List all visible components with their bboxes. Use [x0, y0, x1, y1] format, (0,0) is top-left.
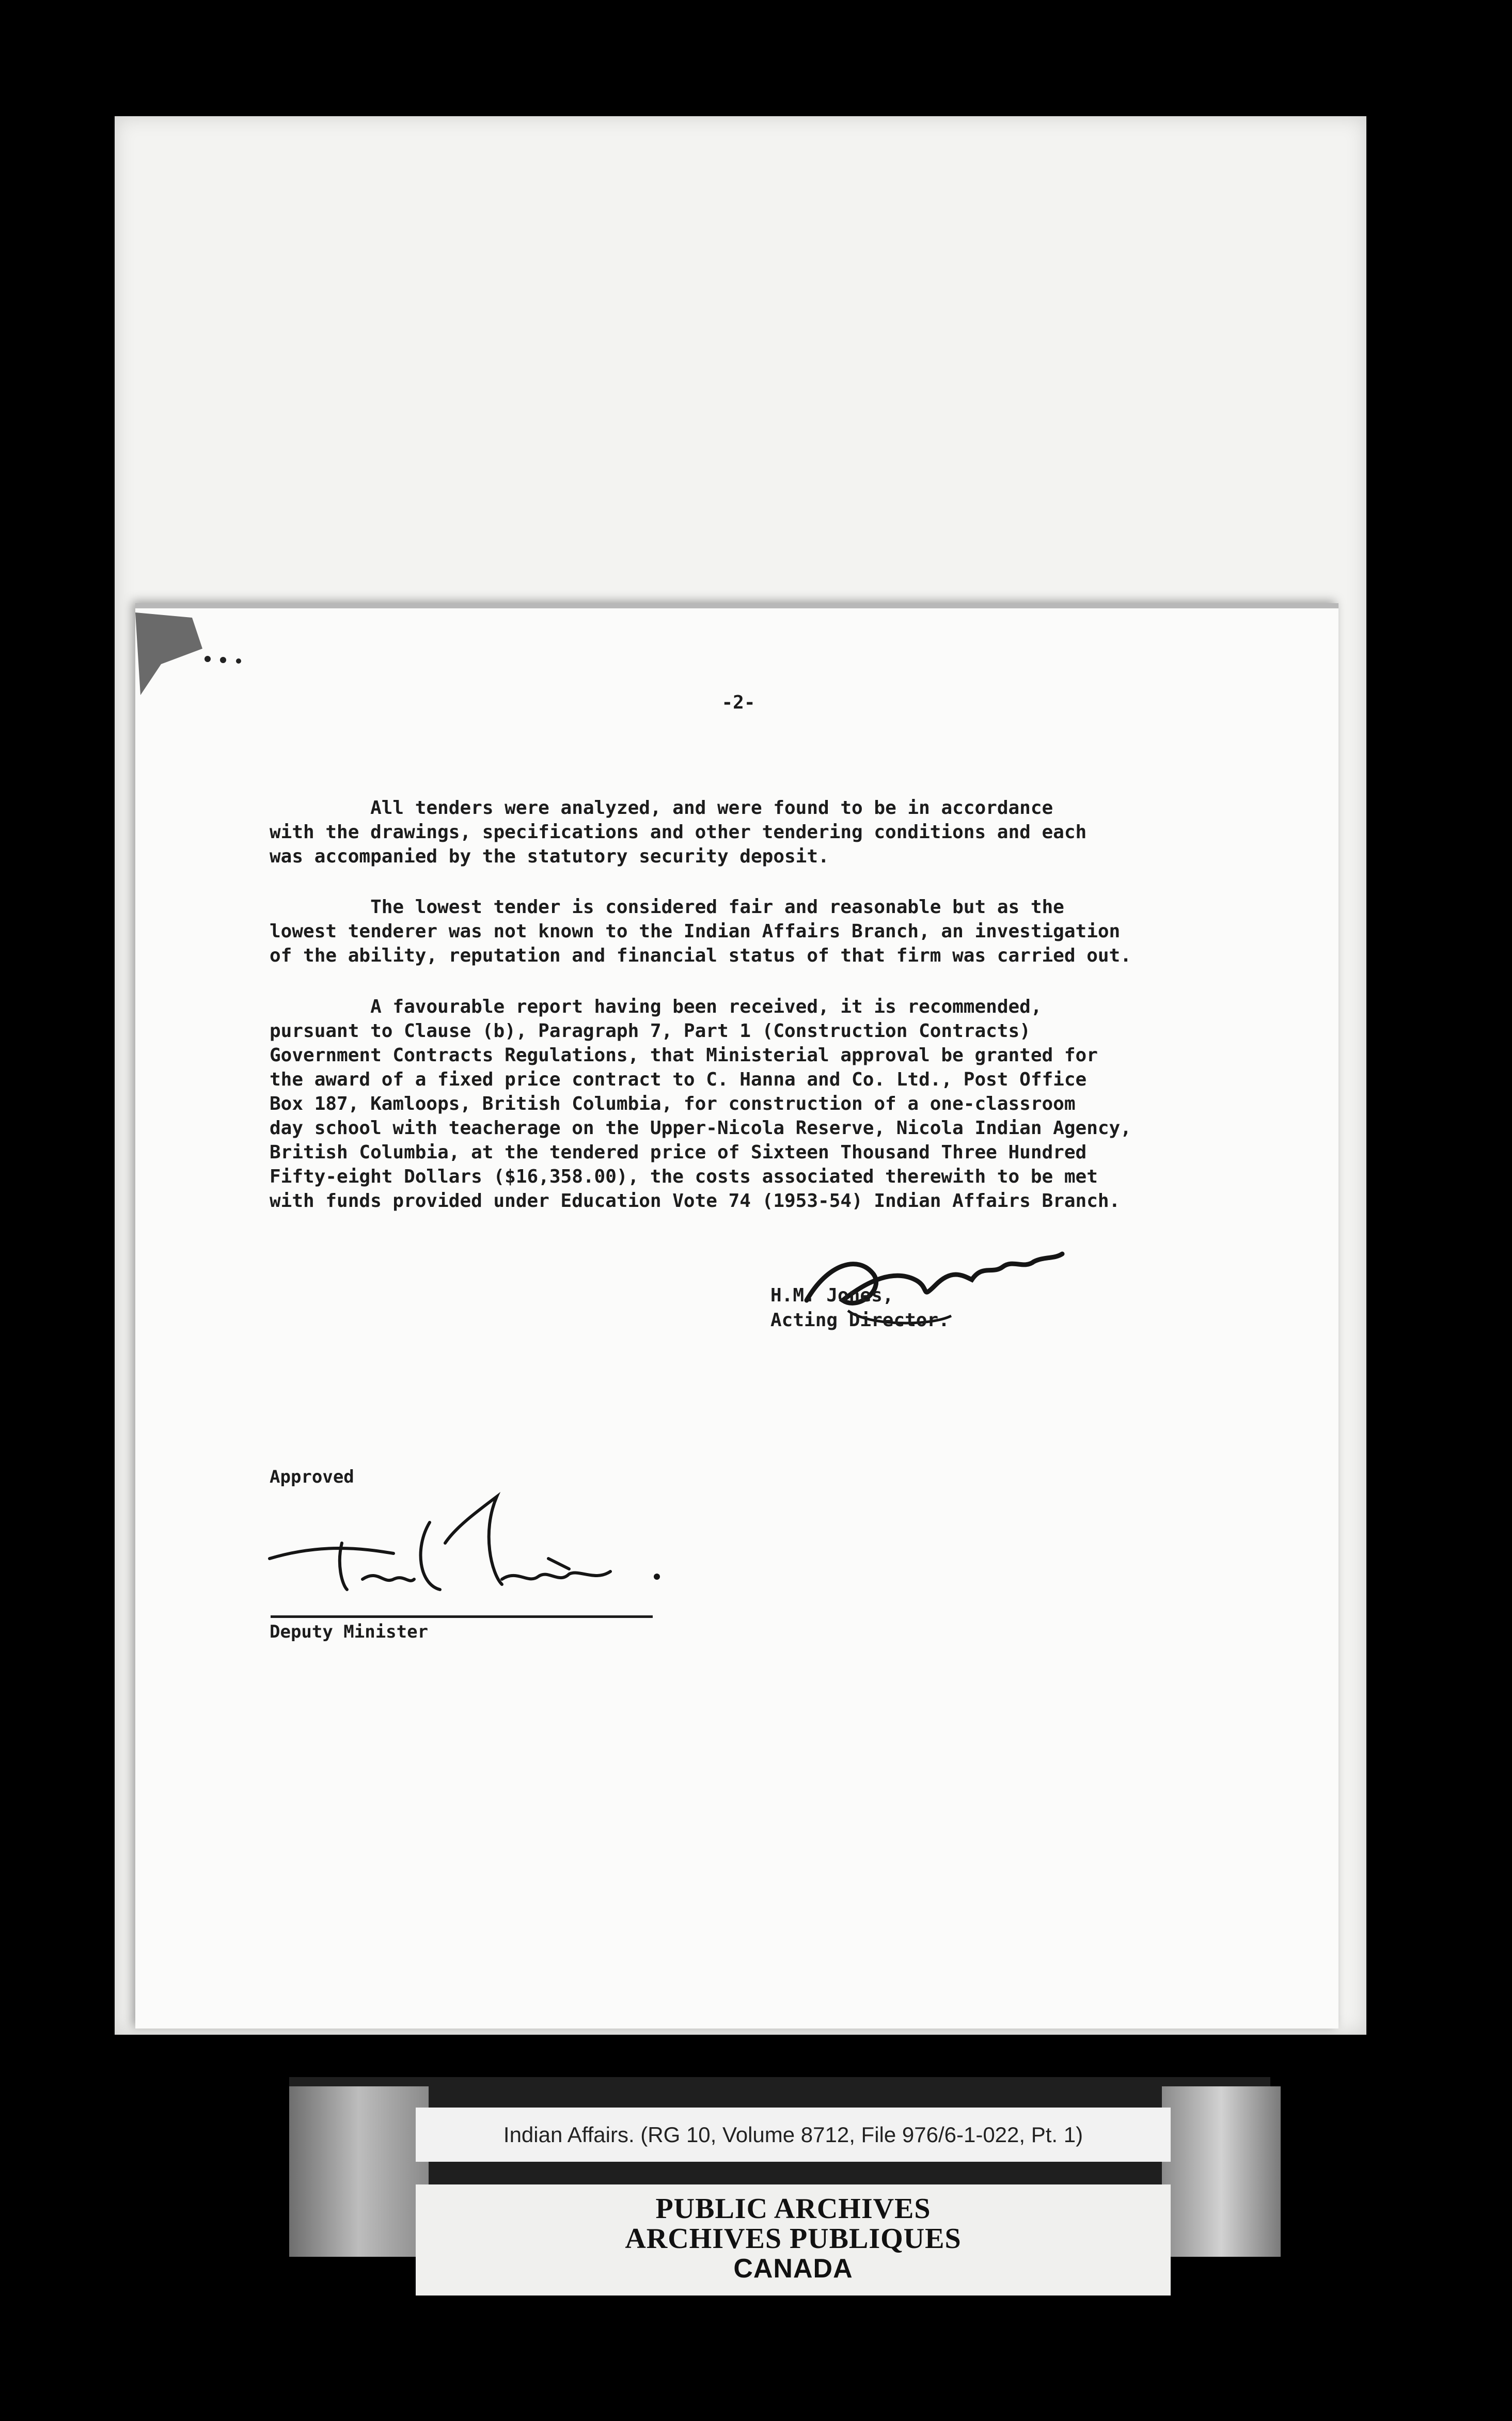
signatory-title: Acting Director.: [770, 1310, 950, 1331]
signatory-block: [770, 1283, 950, 1333]
signatory-name: H.M. Jones,: [770, 1285, 894, 1306]
archive-line-english: PUBLIC ARCHIVES: [655, 2193, 931, 2225]
archive-line-country: CANADA: [733, 2254, 853, 2284]
approved-label: Approved: [270, 1467, 354, 1487]
paragraph-recommendation: A favourable report having been received, it is recommended, pursuant to Clause (b), Paragraph 7, Part 1 (Construction Contracts) Government Contracts Regulations, that Ministerial approval be granted for the award of a fixed price contract to C. Hanna and Co. Ltd., Post Office Box 187, Kamloops, British Columbia, for construction of a one-classroom day school with teacherage on the Upper-Nicola Reserve, Nicola Indian Agency, British Columbia, at the tendered price of Sixteen Thousand Three Hundred Fifty-eight Dollars ($16,358.00), the costs associated therewith to be met with funds provided under Education Vote 74 (1953-54) Indian Affairs Branch.: [270, 996, 1131, 1212]
staple-mark: [130, 602, 285, 705]
deputy-minister-title: Deputy Minister: [270, 1622, 429, 1642]
paragraph-lowest-tender: The lowest tender is considered fair and reasonable but as the lowest tenderer was not known to the Indian Affairs Branch, an investigation of the ability, reputation and financial status of that firm was carried out.: [270, 897, 1131, 966]
public-archives-stamp: [416, 2184, 1171, 2296]
deputy-minister-signature: [259, 1481, 683, 1605]
archive-reference-label: Indian Affairs. (RG 10, Volume 8712, File 976/6-1-022, Pt. 1): [416, 2108, 1171, 2162]
folder-tab-right: [1162, 2086, 1281, 2257]
folder-tab-left: [289, 2086, 429, 2257]
letter-page: [135, 603, 1338, 2029]
signature-line: [271, 1615, 653, 1618]
paragraph-tenders-analyzed: All tenders were analyzed, and were found to be in accordance with the drawings, specifications and other tendering conditions and each was accompanied by the statutory security deposit.: [270, 797, 1087, 867]
page-number: -2-: [721, 692, 755, 713]
archive-line-french: ARCHIVES PUBLIQUES: [625, 2223, 962, 2255]
